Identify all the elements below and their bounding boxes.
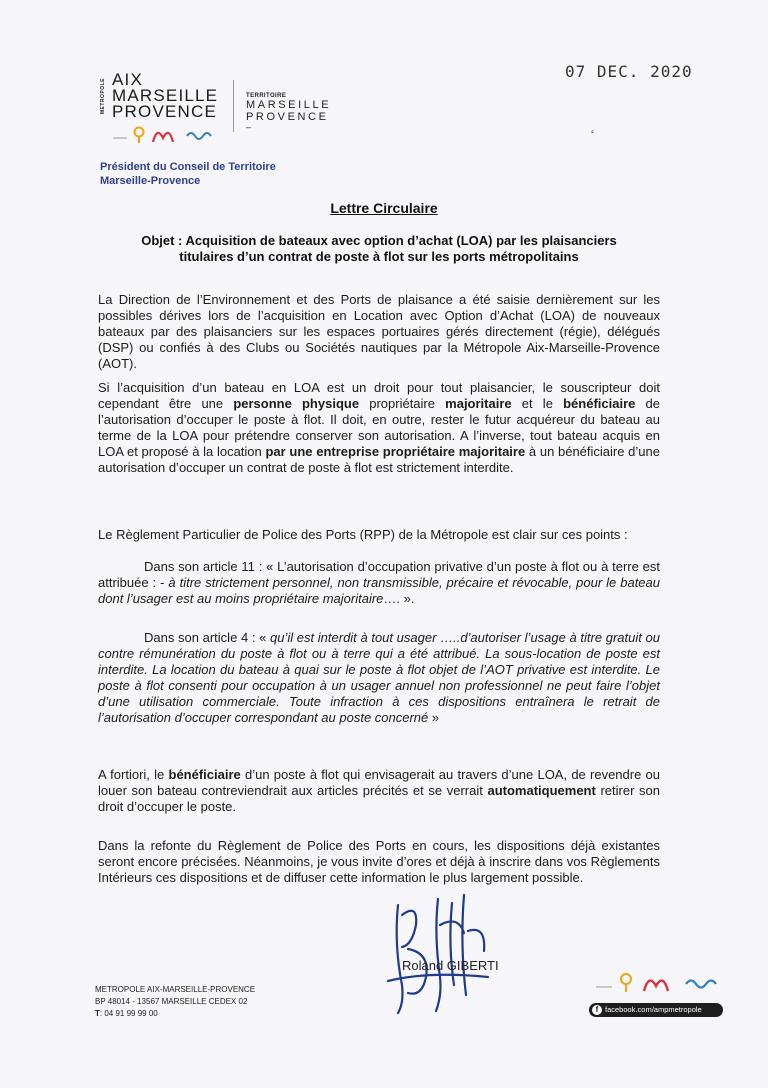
- p2-bold-beneficiaire: bénéficiaire: [563, 396, 636, 411]
- footer-phone-number: : 04 91 99 99 00: [99, 1009, 158, 1018]
- president-line1: Président du Conseil de Territoire: [100, 161, 276, 173]
- subject-line2: titulaires d’un contrat de poste à flot sur les ports métropolitains: [179, 249, 579, 264]
- letter-title: Lettre Circulaire: [330, 200, 438, 216]
- logo-separator: [233, 80, 234, 132]
- p4-text-c: …. ».: [383, 591, 415, 606]
- p2-text-c: propriétaire: [359, 396, 446, 411]
- paragraph-1: La Direction de l’Environnement et des Ports de plaisance a été saisie dernièrement sur les possibles dérives lors de l’acquisition en Location avec Option d’Achat (LOA) de nouveaux bateaux par des plaisanciers sur les espaces portuaires gérés directement (régie), délégués (DSP) ou confiés à des Clubs ou Sociétés nautiques par la Métropole Aix-Marseille-Provence (AOT).: [98, 292, 660, 371]
- p6-text-e: retirer son droit d’occuper le poste.: [98, 783, 660, 814]
- footer-org: METROPOLE AIX-MARSEILLE-PROVENCE: [95, 985, 256, 994]
- p5-text-a: Dans son article 4 : «: [144, 630, 270, 645]
- p2-text-a: Si l’acquisition d’un bateau en LOA est un droit pour tout plaisancier, le souscripteur doit cependant être une: [98, 380, 660, 411]
- logo-line-provence: PROVENCE: [112, 102, 218, 121]
- p2-text-g: de l’autorisation d’occuper le poste à flot. Il doit, en outre, rester le futur acquéreur du bateau au terme de la LOA pour prétendre conserver son autorisation. A l’inverse, tout bateau acquis en LOA et proposé à la location: [98, 396, 660, 459]
- p6-bold-automatiquement: automatiquement: [487, 783, 596, 798]
- president-block: [100, 160, 276, 188]
- logo-symbols-icon: [113, 124, 223, 146]
- p2-text-e: et le: [511, 396, 564, 411]
- p6-text-c: d’un poste à flot qui envisagerait au travers d’une LOA, de revendre ou louer son bateau contreviendrait aux articles précités et se verrait: [98, 767, 661, 798]
- p6-bold-beneficiaire: bénéficiaire: [168, 767, 241, 782]
- p5-italic-quote: qu’il est interdit à tout usager …..d’autoriser l’usage à titre gratuit ou contre rémunération du poste à flot ou à terre qui a été attribué. La sous-location de poste est interdite. La location du bateau à quai sur le poste à flot objet de l’AOT privative est interdite. Le poste à flot consenti pour occupation à un usager annuel non professionnel ne peut faire l’objet d’une utilisation commerciale. Toute infraction à ces dispositions entraînera le retrait de l’autorisation d’occuper correspondant au poste concerné: [98, 630, 660, 725]
- received-date-stamp: 07 DEC. 2020: [565, 62, 693, 81]
- p6-text-a: A fortiori, le: [98, 767, 169, 782]
- handwritten-signature: [368, 885, 508, 1020]
- stray-mark: ⸗: [591, 126, 594, 136]
- p4-italic-quote: à titre strictement personnel, non transmissible, précaire et révocable, pour le bateau dont l’usager est au moins propriétaire majoritaire: [98, 575, 660, 606]
- territoire-dash: –: [246, 122, 252, 132]
- facebook-url: facebook.com/ampmetropole: [605, 1005, 702, 1014]
- paragraph-6: [98, 767, 660, 815]
- footer-phone-label: T: [95, 1009, 100, 1018]
- territoire-line-provence: PROVENCE: [246, 111, 329, 123]
- facebook-link[interactable]: [589, 1003, 723, 1017]
- facebook-icon: f: [592, 1005, 602, 1015]
- paragraph-article-11: [98, 559, 660, 607]
- territoire-line-marseille: MARSEILLE: [246, 99, 332, 111]
- p2-text-i: à un bénéficiaire d’une autorisation d’occuper un contrat de poste à flot est strictement interdite.: [98, 444, 660, 475]
- subject-line1: Objet : Acquisition de bateaux avec option d’achat (LOA) par les plaisanciers: [141, 233, 617, 248]
- letter-subject: [98, 233, 660, 265]
- footer-phone: [95, 1008, 255, 1020]
- logo-line-marseille: MARSEILLE: [112, 86, 219, 105]
- paragraph-2: [98, 380, 660, 476]
- signatory-name: Roland GIBERTI: [402, 958, 499, 973]
- paragraph-3: Le Règlement Particulier de Police des Ports (RPP) de la Métropole est clair sur ces points :: [98, 527, 628, 542]
- paragraph-article-4: [98, 630, 660, 726]
- paragraph-7: Dans la refonte du Règlement de Police des Ports en cours, les dispositions déjà existantes seront encore précisées. Néanmoins, je vous invite d’ores et déjà à inscrire dans vos Règlements Intérieurs ces dispositions et de diffuser cette information le plus largement possible.: [98, 838, 660, 885]
- logo-line-aix: AIX: [112, 70, 144, 89]
- p2-bold-entreprise: par une entreprise propriétaire majoritaire: [265, 444, 526, 459]
- footer-postal: BP 48014 - 13567 MARSEILLE CEDEX 02: [95, 997, 248, 1006]
- p5-text-c: »: [428, 710, 440, 725]
- territoire-label: TERRITOIRE: [246, 93, 287, 99]
- territoire-block: [246, 93, 331, 131]
- logo-vertical-text: METROPOLE: [100, 78, 106, 115]
- p2-bold-personne: personne physique: [233, 396, 360, 411]
- president-line2: Marseille-Provence: [100, 175, 201, 187]
- p2-bold-majoritaire: majoritaire: [445, 396, 512, 411]
- footer-address: [95, 984, 255, 1020]
- footer-symbols-icon: [596, 970, 726, 996]
- p4-text-a: Dans son article 11 : « L’autorisation d’occupation privative d’un poste à flot ou à terre est attribuée : -: [98, 559, 660, 590]
